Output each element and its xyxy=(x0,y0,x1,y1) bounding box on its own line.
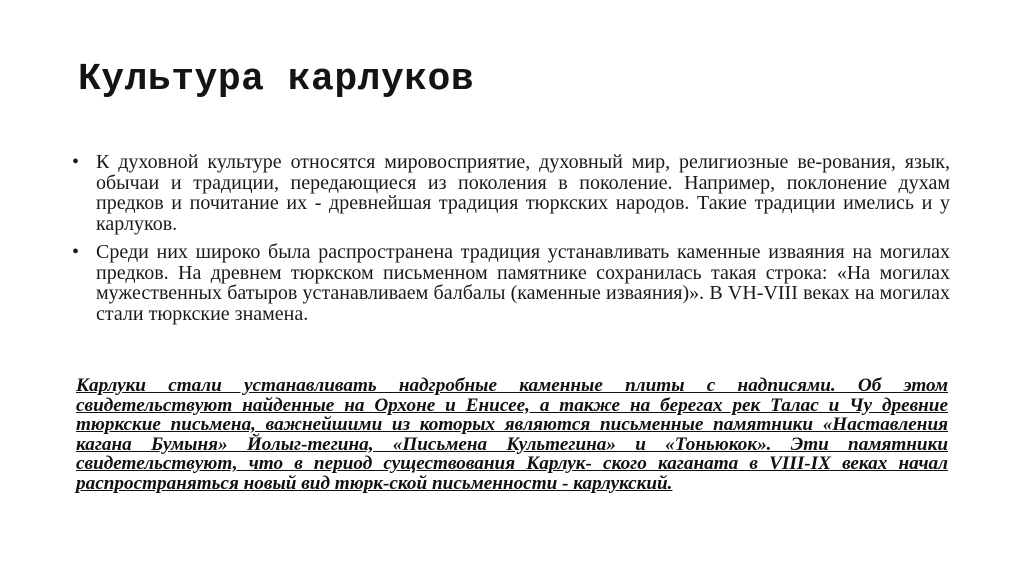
highlighted-paragraph: Карлуки стали устанавливать надгробные каменные плиты с надписями. Об этом свидетельствуют найденные на Орхоне и Енисее, а также на берегах рек Талас и Чу древние тюркские письмена, важнейшими из которых являются письменные памятники «Наставления кагана Бумыня» Йолыг-тегина, «Письмена Культегина» и «Тоньюкок». Эти памятники свидетельствуют, что в период существования Карлук- ского каганата в VIII-IX веках начал распространяться новый вид тюрк-ской письменности - карлукский. xyxy=(76,375,948,494)
bullet-text: К духовной культуре относятся мировосприятие, духовный мир, религиозные ве-рования, язык, обычаи и традиции, передающиеся из поколения в поколение. Например, поклонение духам предков и почитание их - древнейшая традиция тюркских народов. Такие традиции имелись и у карлуков. xyxy=(96,151,950,235)
bullet-marker: • xyxy=(72,151,80,173)
bullet-text: Среди них широко была распространена традиция устанавливать каменные изваяния на могилах предков. На древнем тюркском письменном памятнике сохранилась такая строка: «На могилах мужественных батыров устанавливаем балбалы (каменные изваяния)». В VН-VIII веках на могилах стали тюркские знамена. xyxy=(96,241,950,325)
bullet-list xyxy=(72,152,950,332)
slide-title: Культура карлуков xyxy=(78,58,475,101)
bullet-item xyxy=(72,152,950,234)
bullet-item xyxy=(72,242,950,324)
bullet-marker: • xyxy=(72,241,80,263)
